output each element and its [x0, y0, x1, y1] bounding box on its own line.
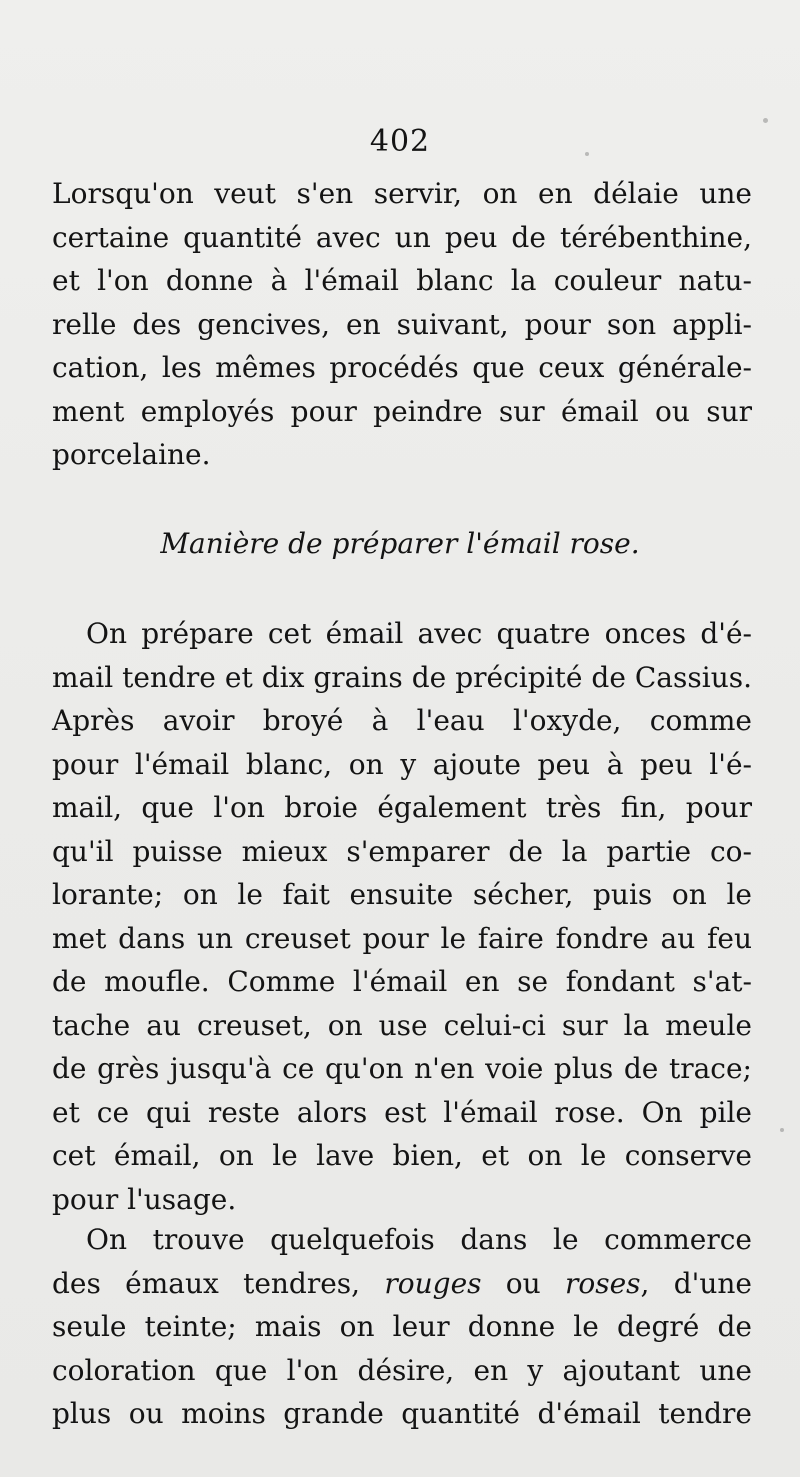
italic-word: roses	[564, 1266, 641, 1300]
text-line: relle des gencives, en suivant, pour son appli-	[52, 307, 752, 341]
text-fragment: , d'une	[640, 1266, 752, 1300]
paper-speck	[763, 118, 768, 123]
section-title: Manière de préparer l'émail rose.	[160, 527, 640, 560]
text-line: plus ou moins grande quantité d'émail tendre	[52, 1397, 752, 1430]
text-line: qu'il puisse mieux s'emparer de la partie co-	[52, 834, 752, 868]
text-line: On prépare cet émail avec quatre onces d'é-	[86, 617, 752, 650]
text-fragment: ou	[481, 1266, 565, 1300]
text-line: Après avoir broyé à l'eau l'oxyde, comme	[52, 704, 752, 737]
text-line: et l'on donne à l'émail blanc la couleur natu-	[52, 264, 752, 297]
paper-speck	[780, 1128, 784, 1132]
text-fragment: des émaux tendres,	[52, 1266, 385, 1300]
text-line: Lorsqu'on veut s'en servir, on en délaie une	[52, 177, 752, 210]
text-line: mail, que l'on broie également très fin, pour	[52, 791, 752, 824]
text-line: On trouve quelquefois dans le commerce	[86, 1223, 752, 1256]
text-line: cet émail, on le lave bien, et on le conserve	[52, 1139, 752, 1172]
paragraph-3	[52, 1218, 752, 1436]
text-line: ment employés pour peindre sur émail ou sur	[52, 394, 752, 428]
text-line: et ce qui reste alors est l'émail rose. On pile	[52, 1095, 752, 1129]
paragraph-1	[52, 172, 752, 477]
text-line: pour l'usage.	[52, 1182, 237, 1216]
text-line: de moufle. Comme l'émail en se fondant s'at-	[52, 965, 752, 998]
text-line: mail tendre et dix grains de précipité de Cassius.	[52, 660, 752, 694]
page-number: 402	[369, 124, 431, 159]
text-line: tache au creuset, on use celui-ci sur la meule	[52, 1008, 752, 1042]
text-line: met dans un creuset pour le faire fondre au feu	[52, 921, 752, 955]
paragraph-2	[52, 612, 752, 1221]
text-line: seule teinte; mais on leur donne le degré de	[52, 1310, 752, 1343]
text-line: cation, les mêmes procédés que ceux générale-	[52, 351, 752, 384]
text-line: coloration que l'on désire, en y ajoutant une	[52, 1353, 752, 1387]
text-line: pour l'émail blanc, on y ajoute peu à peu l'é-	[52, 747, 752, 781]
italic-word: rouges	[384, 1266, 482, 1300]
text-line: certaine quantité avec un peu de térébenthine,	[52, 220, 752, 254]
text-line: lorante; on le fait ensuite sécher, puis on le	[52, 878, 752, 911]
text-line-with-italics	[52, 1262, 752, 1306]
text-line: porcelaine.	[52, 438, 211, 471]
text-line: de grès jusqu'à ce qu'on n'en voie plus de trace;	[52, 1052, 752, 1085]
